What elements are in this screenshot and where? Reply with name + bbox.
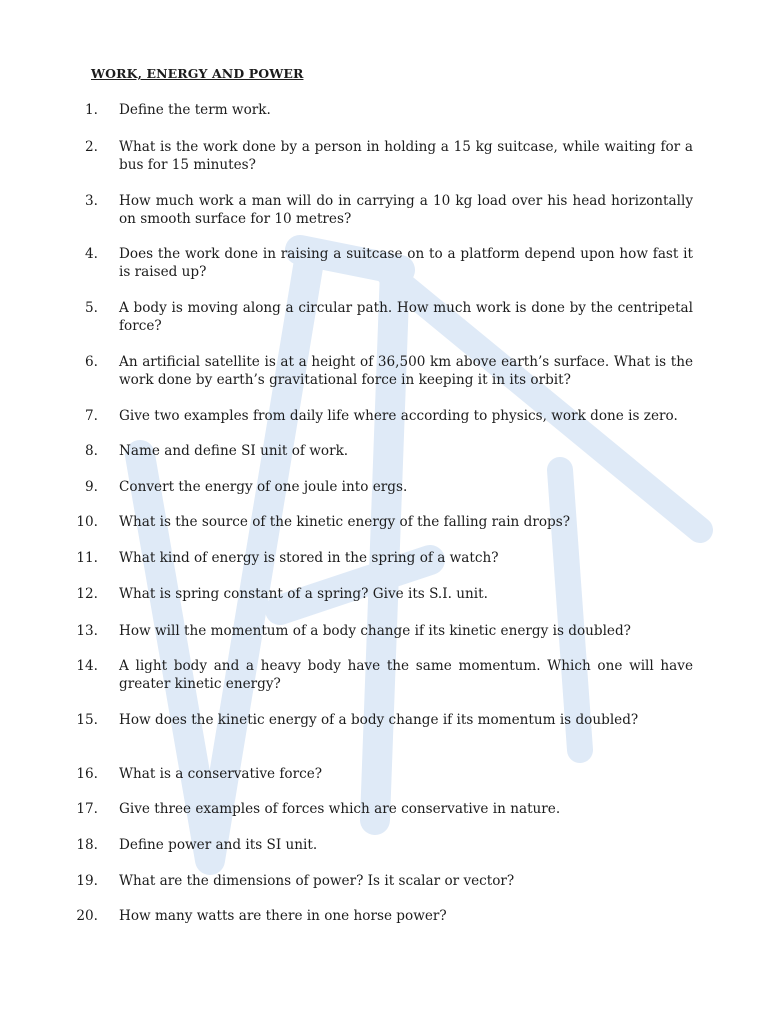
question-number: 13. xyxy=(76,623,98,639)
question-number: 9. xyxy=(85,479,98,495)
question-number: 17. xyxy=(76,801,98,817)
question-text: Define power and its SI unit. xyxy=(119,837,318,853)
question-text: What are the dimensions of power? Is it scalar or vector? xyxy=(119,873,515,889)
question-number: 19. xyxy=(76,873,98,889)
question-number: 6. xyxy=(85,354,98,370)
question-text: How will the momentum of a body change if its kinetic energy is doubled? xyxy=(119,623,631,639)
question-number: 1. xyxy=(85,102,98,118)
question-number: 20. xyxy=(76,908,98,924)
question-text: A light body and a heavy body have the same momentum. Which one will have greater kinetic energy? xyxy=(119,658,693,692)
question-text: What is a conservative force? xyxy=(119,766,323,782)
question-number: 10. xyxy=(76,514,98,530)
question-text: Convert the energy of one joule into ergs. xyxy=(119,479,408,495)
question-text: What is the work done by a person in holding a 15 kg suitcase, while waiting for a bus for 15 minutes? xyxy=(119,139,693,173)
question-number: 7. xyxy=(85,408,98,424)
question-text: What kind of energy is stored in the spring of a watch? xyxy=(119,550,499,566)
question-number: 4. xyxy=(85,246,98,262)
question-text: A body is moving along a circular path. How much work is done by the centripetal force? xyxy=(119,300,693,334)
question-text: Give three examples of forces which are conservative in nature. xyxy=(119,801,561,817)
question-text: How many watts are there in one horse power? xyxy=(119,908,447,924)
question-number: 5. xyxy=(85,300,98,316)
question-text: How does the kinetic energy of a body change if its momentum is doubled? xyxy=(119,712,639,728)
question-number: 15. xyxy=(76,712,98,728)
watermark-lower-right-stroke xyxy=(560,470,580,750)
question-number: 16. xyxy=(76,766,98,782)
question-number: 3. xyxy=(85,193,98,209)
question-text: Define the term work. xyxy=(119,102,271,118)
question-text: Does the work done in raising a suitcase on to a platform depend upon how fast it is raised up? xyxy=(119,246,693,280)
question-text: Give two examples from daily life where according to physics, work done is zero. xyxy=(119,408,678,424)
question-number: 2. xyxy=(85,139,98,155)
question-text: What is spring constant of a spring? Give its S.I. unit. xyxy=(119,586,488,602)
question-text: What is the source of the kinetic energy of the falling rain drops? xyxy=(119,514,570,530)
question-number: 12. xyxy=(76,586,98,602)
question-number: 18. xyxy=(76,837,98,853)
question-text: An artificial satellite is at a height of 36,500 km above earth’s surface. What is the work done by earth’s gravitational force in keeping it in its orbit? xyxy=(119,354,693,388)
question-text: How much work a man will do in carrying a 10 kg load over his head horizontally on smooth surface for 10 metres? xyxy=(119,193,693,227)
question-text: Name and define SI unit of work. xyxy=(119,443,349,459)
question-number: 14. xyxy=(76,658,98,674)
document-title: WORK, ENERGY AND POWER xyxy=(91,66,304,81)
question-number: 8. xyxy=(85,443,98,459)
question-number: 11. xyxy=(76,550,98,566)
